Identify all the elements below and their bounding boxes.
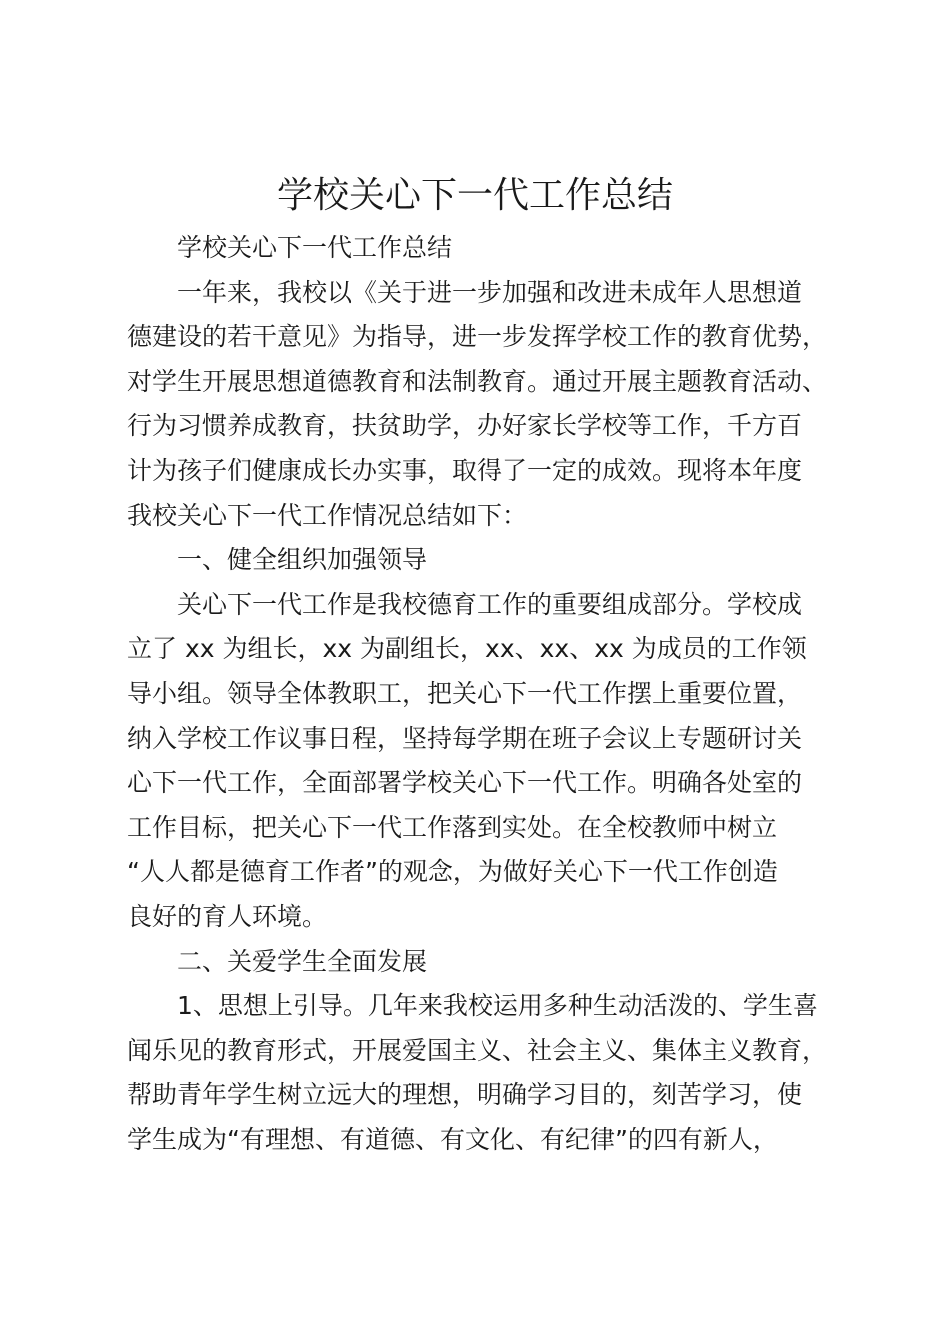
- text-line: 一年来，我校以《关于进一步加强和改进未成年人思想道: [177, 277, 803, 307]
- text-line: 行为习惯养成教育，扶贫助学，办好家长学校等工作，千方百: [127, 411, 803, 441]
- text-line: 1、思想上引导。几年来我校运用多种生动活泼的、学生喜: [177, 991, 818, 1021]
- document-body: [127, 226, 840, 1162]
- text-line: 学生成为“有理想、有道德、有文化、有纪律”的四有新人，: [127, 1124, 778, 1154]
- text-line: 二、关爱学生全面发展: [177, 946, 428, 976]
- text-line: 心下一代工作，全面部署学校关心下一代工作。明确各处室的: [127, 768, 803, 798]
- text-line: 闻乐见的教育形式，开展爱国主义、社会主义、集体主义教育，: [127, 1035, 828, 1065]
- text-line: 立了 xx 为组长，xx 为副组长，xx、xx、xx 为成员的工作领: [127, 634, 807, 664]
- text-line: 关心下一代工作是我校德育工作的重要组成部分。学校成: [177, 589, 803, 619]
- text-line: 对学生开展思想道德教育和法制教育。通过开展主题教育活动、: [127, 366, 828, 396]
- text-line: 帮助青年学生树立远大的理想，明确学习目的，刻苦学习，使: [127, 1080, 803, 1110]
- text-line: 良好的育人环境。: [127, 901, 328, 931]
- text-line: 工作目标，把关心下一代工作落到实处。在全校教师中树立: [127, 812, 778, 842]
- text-line: 一、健全组织加强领导: [177, 545, 428, 575]
- document-title: 学校关心下一代工作总结: [276, 175, 673, 216]
- text-line: 计为孩子们健康成长办实事，取得了一定的成效。现将本年度: [127, 455, 803, 485]
- text-line: 我校关心下一代工作情况总结如下：: [127, 500, 528, 530]
- text-line: 导小组。领导全体教职工，把关心下一代工作摆上重要位置，: [127, 678, 803, 708]
- text-line: “人人都是德育工作者”的观念，为做好关心下一代工作创造: [127, 857, 778, 887]
- text-line: 德建设的若干意见》为指导，进一步发挥学校工作的教育优势，: [127, 322, 828, 352]
- text-line: 纳入学校工作议事日程，坚持每学期在班子会议上专题研讨关: [127, 723, 803, 753]
- text-line: 学校关心下一代工作总结: [177, 233, 453, 262]
